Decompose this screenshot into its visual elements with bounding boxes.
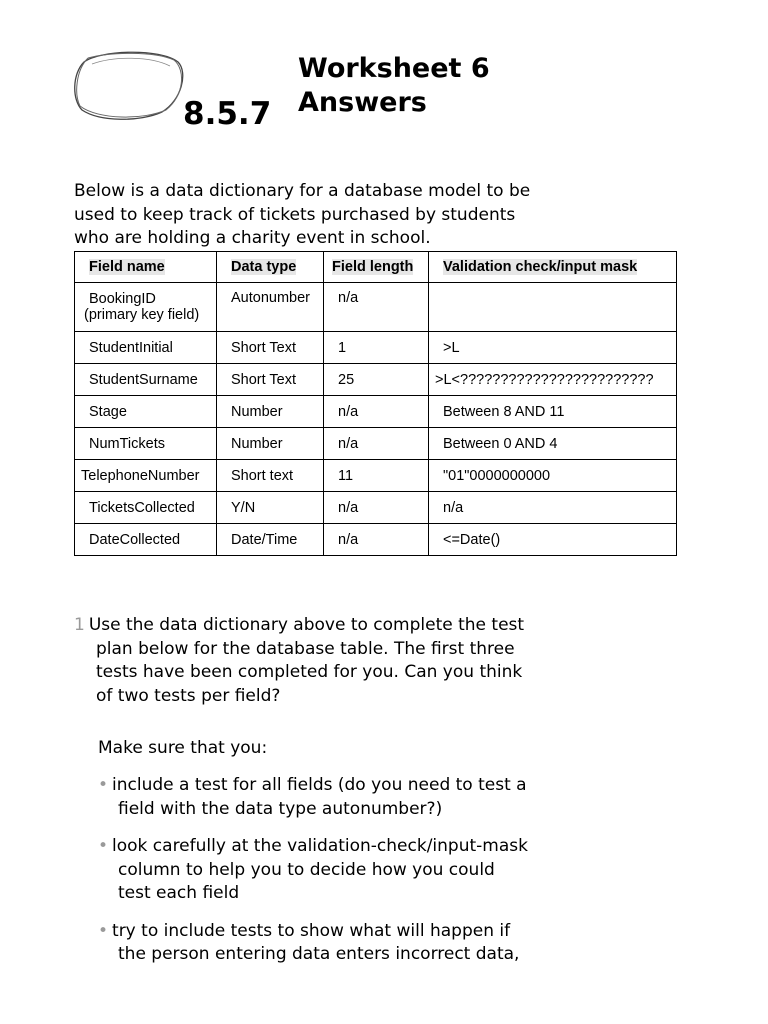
section-number: 8.5.7 bbox=[183, 96, 272, 132]
intro-paragraph bbox=[74, 180, 534, 251]
field-length-cell: n/a bbox=[324, 396, 429, 428]
field-name-cell: TelephoneNumber bbox=[75, 460, 217, 492]
data-type-cell: Autonumber bbox=[217, 283, 324, 332]
field-name-cell: DateCollected bbox=[75, 524, 217, 556]
data-type-cell: Short text bbox=[217, 460, 324, 492]
data-type-cell: Date/Time bbox=[217, 524, 324, 556]
column-header: Field length bbox=[324, 252, 429, 283]
field-length-cell: 25 bbox=[324, 364, 429, 396]
data-dictionary-table bbox=[74, 251, 677, 556]
field-length-cell: n/a bbox=[324, 524, 429, 556]
data-type-cell: Y/N bbox=[217, 492, 324, 524]
validation-cell bbox=[429, 283, 677, 332]
column-header: Field name bbox=[75, 252, 217, 283]
validation-cell: n/a bbox=[429, 492, 677, 524]
validation-cell: >L bbox=[429, 332, 677, 364]
question-line: tests have been completed for you. Can you think bbox=[96, 662, 523, 682]
question-line: of two tests per field? bbox=[96, 685, 281, 706]
validation-cell: Between 8 AND 11 bbox=[429, 396, 677, 428]
field-length-cell: 11 bbox=[324, 460, 429, 492]
validation-cell: <=Date() bbox=[429, 524, 677, 556]
field-name-cell: StudentSurname bbox=[75, 364, 217, 396]
list-item: • look carefully at the validation-check/input-mask column to help you to decide how you could test each field bbox=[98, 836, 528, 903]
instructions-heading: Make sure that you: bbox=[98, 738, 268, 758]
table-row bbox=[75, 524, 677, 556]
hand-drawn-circle-icon bbox=[70, 48, 190, 124]
field-name-cell: Stage bbox=[75, 396, 217, 428]
table-row bbox=[75, 396, 677, 428]
question-line: 1 Use the data dictionary above to complete the test bbox=[74, 615, 525, 635]
table-row bbox=[75, 460, 677, 492]
intro-line: Below is a data dictionary for a database model to be bbox=[74, 181, 531, 201]
intro-line: who are holding a charity event in school. bbox=[74, 228, 431, 248]
title-line: Worksheet 6 bbox=[298, 53, 490, 84]
question-number: 1 bbox=[74, 615, 85, 635]
table-header-row bbox=[75, 252, 677, 283]
field-name-cell: StudentInitial bbox=[75, 332, 217, 364]
title-line: Answers bbox=[298, 87, 427, 118]
validation-cell: Between 0 AND 4 bbox=[429, 428, 677, 460]
table-row bbox=[75, 364, 677, 396]
validation-cell: "01"0000000000 bbox=[429, 460, 677, 492]
data-type-cell: Short Text bbox=[217, 332, 324, 364]
table-row bbox=[75, 428, 677, 460]
field-length-cell: n/a bbox=[324, 283, 429, 332]
column-header: Validation check/input mask bbox=[429, 252, 677, 283]
field-note: (primary key field) bbox=[84, 307, 200, 323]
question-1 bbox=[74, 614, 544, 708]
table-row bbox=[75, 492, 677, 524]
validation-cell: >L<???????????????????????? bbox=[429, 364, 677, 396]
list-item: • include a test for all fields (do you need to test a field with the data type autonumber?) bbox=[98, 775, 527, 819]
table-row bbox=[75, 283, 677, 332]
data-type-cell: Number bbox=[217, 396, 324, 428]
column-header: Data type bbox=[217, 252, 324, 283]
intro-line: used to keep track of tickets purchased by students bbox=[74, 204, 516, 225]
data-type-cell: Short Text bbox=[217, 364, 324, 396]
table-row bbox=[75, 332, 677, 364]
field-length-cell: 1 bbox=[324, 332, 429, 364]
bullet-icon: • bbox=[98, 920, 109, 941]
field-name-cell: TicketsCollected bbox=[75, 492, 217, 524]
question-line: plan below for the database table. The first three bbox=[96, 638, 515, 659]
instruction-list bbox=[98, 774, 558, 981]
field-length-cell: n/a bbox=[324, 492, 429, 524]
field-name-cell: BookingID (primary key field) bbox=[75, 283, 217, 332]
field-length-cell: n/a bbox=[324, 428, 429, 460]
data-type-cell: Number bbox=[217, 428, 324, 460]
list-item: • try to include tests to show what will happen if the person entering data enters incorrect data, bbox=[98, 920, 520, 964]
bullet-icon: • bbox=[98, 775, 109, 795]
field-name-cell: NumTickets bbox=[75, 428, 217, 460]
page-title bbox=[298, 52, 490, 120]
bullet-icon: • bbox=[98, 836, 109, 856]
